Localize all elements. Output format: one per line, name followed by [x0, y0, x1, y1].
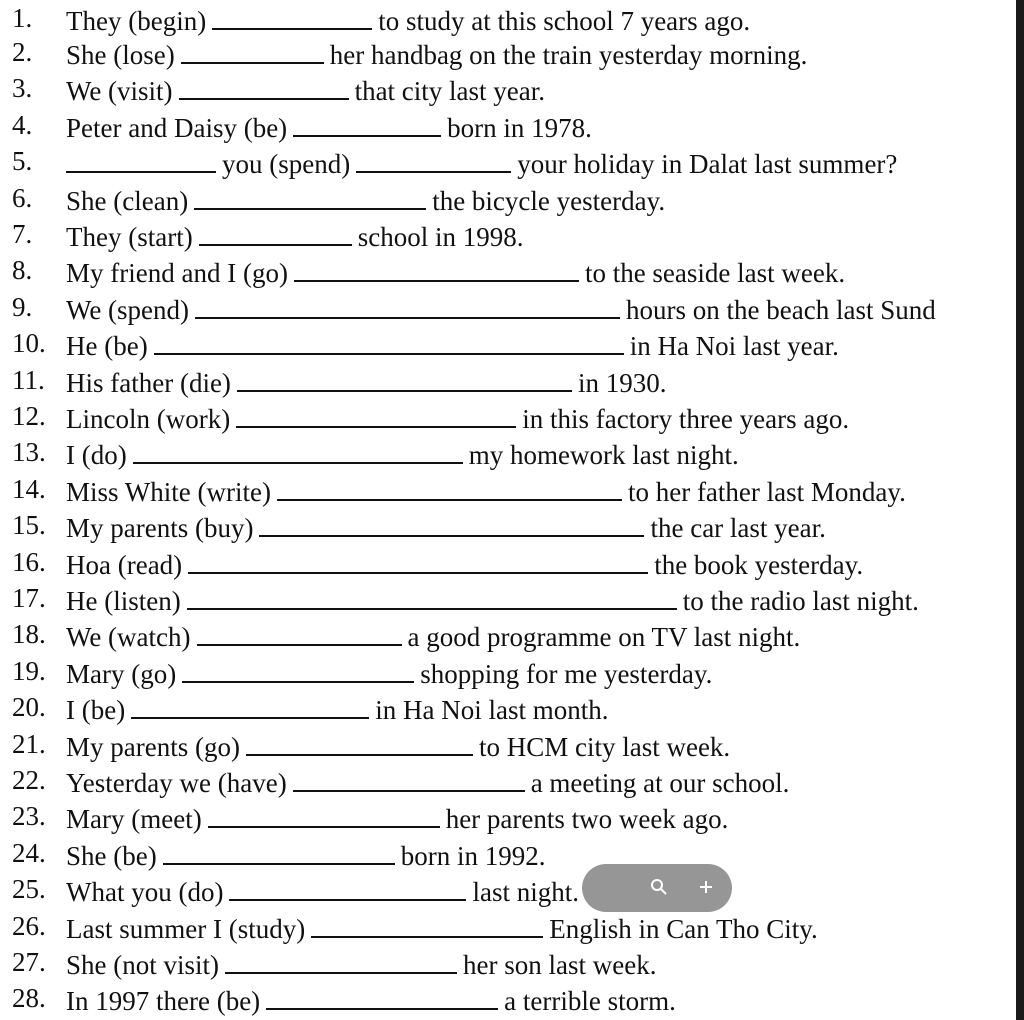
page-edge — [1016, 0, 1024, 1020]
plus-icon[interactable] — [698, 878, 714, 898]
item-number: 9. — [12, 292, 33, 322]
answer-blank[interactable] — [179, 70, 349, 100]
item-continuation: her son last week. — [463, 950, 657, 980]
item-prompt: We (visit) — [66, 76, 173, 106]
answer-blank[interactable] — [188, 544, 648, 574]
item-number: 4. — [12, 110, 33, 140]
item-number: 23. — [12, 801, 46, 831]
answer-blank[interactable] — [199, 216, 352, 246]
item-prompt: She (clean) — [66, 186, 189, 216]
answer-blank[interactable] — [311, 908, 543, 938]
item-prompt: I (be) — [66, 695, 126, 725]
item-prompt: What you (do) — [66, 877, 224, 907]
item-continuation: her parents two week ago. — [445, 804, 729, 834]
item-continuation: the bicycle yesterday. — [432, 186, 666, 216]
answer-blank[interactable] — [66, 143, 216, 173]
zoom-controls — [582, 864, 732, 912]
item-continuation: school in 1998. — [357, 222, 524, 252]
item-number: 26. — [12, 911, 46, 941]
item-continuation: my homework last night. — [468, 440, 739, 470]
item-continuation: a good programme on TV last night. — [407, 622, 801, 652]
item-prompt: Lincoln (work) — [66, 404, 231, 434]
item-prompt: Yesterday we (have) — [66, 768, 287, 798]
answer-blank[interactable] — [259, 507, 644, 537]
item-number: 3. — [12, 73, 33, 103]
item-prompt: Last summer I (study) — [66, 914, 306, 944]
answer-blank[interactable] — [356, 143, 511, 173]
item-continuation: last night. — [472, 877, 579, 907]
item-prompt: In 1997 there (be) — [66, 986, 261, 1016]
item-continuation: hours on the beach last Sund — [626, 295, 936, 325]
answer-blank[interactable] — [229, 871, 466, 901]
item-prompt: He (listen) — [66, 586, 181, 616]
item-prompt: She (lose) — [66, 40, 175, 70]
answer-blank[interactable] — [236, 398, 516, 428]
answer-blank[interactable] — [154, 325, 624, 355]
item-prompt: you (spend) — [222, 149, 351, 179]
item-prompt: He (be) — [66, 331, 148, 361]
item-prompt: Hoa (read) — [66, 550, 183, 580]
item-number: 20. — [12, 692, 46, 722]
item-prompt: Mary (meet) — [66, 804, 202, 834]
item-number: 16. — [12, 547, 46, 577]
item-prompt: My friend and I (go) — [66, 258, 288, 288]
item-number: 25. — [12, 874, 46, 904]
item-number: 17. — [12, 583, 46, 613]
answer-blank[interactable] — [246, 726, 473, 756]
item-prompt: My parents (buy) — [66, 513, 254, 543]
item-number: 7. — [12, 219, 33, 249]
item-prompt: Peter and Daisy (be) — [66, 113, 288, 143]
item-prompt: Mary (go) — [66, 659, 177, 689]
answer-blank[interactable] — [133, 434, 463, 464]
item-continuation: born in 1992. — [400, 841, 546, 871]
item-number: 13. — [12, 437, 46, 467]
item-continuation: in 1930. — [577, 368, 667, 398]
item-number: 28. — [12, 983, 46, 1013]
item-number: 8. — [12, 255, 33, 285]
answer-blank[interactable] — [208, 798, 440, 828]
answer-blank[interactable] — [266, 980, 498, 1010]
item-prompt: We (spend) — [66, 295, 190, 325]
answer-blank[interactable] — [182, 653, 414, 683]
answer-blank[interactable] — [181, 34, 324, 64]
item-prompt: They (begin) — [66, 6, 207, 36]
item-continuation: in this factory three years ago. — [522, 404, 850, 434]
item-number: 27. — [12, 947, 46, 977]
item-prompt: They (start) — [66, 222, 193, 252]
item-prompt: We (watch) — [66, 622, 191, 652]
item-number: 22. — [12, 765, 46, 795]
item-continuation: the book yesterday. — [654, 550, 864, 580]
answer-blank[interactable] — [293, 107, 441, 137]
item-number: 15. — [12, 510, 46, 540]
item-number: 19. — [12, 656, 46, 686]
answer-blank[interactable] — [293, 762, 525, 792]
answer-blank[interactable] — [194, 180, 426, 210]
item-continuation: to the radio last night. — [682, 586, 919, 616]
item-continuation: born in 1978. — [447, 113, 592, 143]
item-prompt: She (be) — [66, 841, 157, 871]
item-continuation: in Ha Noi last month. — [375, 695, 609, 725]
item-continuation: to HCM city last week. — [478, 732, 731, 762]
item-prompt: His father (die) — [66, 368, 231, 398]
answer-blank[interactable] — [131, 689, 369, 719]
item-number: 21. — [12, 729, 46, 759]
item-continuation: your holiday in Dalat last summer? — [517, 149, 898, 179]
answer-blank[interactable] — [294, 252, 579, 282]
item-number: 18. — [12, 619, 46, 649]
answer-blank[interactable] — [187, 580, 677, 610]
item-continuation: that city last year. — [354, 76, 545, 106]
answer-blank[interactable] — [237, 362, 572, 392]
item-continuation: the car last year. — [650, 513, 826, 543]
item-number: 24. — [12, 838, 46, 868]
item-prompt: My parents (go) — [66, 732, 240, 762]
search-icon[interactable] — [650, 878, 668, 899]
item-number: 12. — [12, 401, 46, 431]
item-continuation: her handbag on the train yesterday morning. — [329, 40, 808, 70]
item-continuation: to the seaside last week. — [584, 258, 846, 288]
item-continuation: to study at this school 7 years ago. — [378, 6, 751, 36]
item-number: 10. — [12, 328, 46, 358]
answer-blank[interactable] — [163, 835, 395, 865]
item-prompt: Miss White (write) — [66, 477, 271, 507]
item-prompt: She (not visit) — [66, 950, 219, 980]
item-number: 1. — [12, 3, 33, 33]
answer-blank[interactable] — [225, 944, 457, 974]
item-continuation: English in Can Tho City. — [549, 914, 818, 944]
item-continuation: a meeting at our school. — [530, 768, 790, 798]
item-number: 6. — [12, 183, 33, 213]
answer-blank[interactable] — [212, 0, 372, 30]
item-continuation: a terrible storm. — [504, 986, 676, 1016]
item-number: 2. — [12, 37, 33, 67]
answer-blank[interactable] — [277, 471, 622, 501]
item-number: 11. — [12, 365, 45, 395]
answer-blank[interactable] — [195, 289, 620, 319]
item-continuation: to her father last Monday. — [627, 477, 906, 507]
item-number: 5. — [12, 146, 33, 176]
item-number: 14. — [12, 474, 46, 504]
item-prompt: I (do) — [66, 440, 127, 470]
item-continuation: in Ha Noi last year. — [629, 331, 839, 361]
item-continuation: shopping for me yesterday. — [420, 659, 713, 689]
answer-blank[interactable] — [197, 616, 402, 646]
